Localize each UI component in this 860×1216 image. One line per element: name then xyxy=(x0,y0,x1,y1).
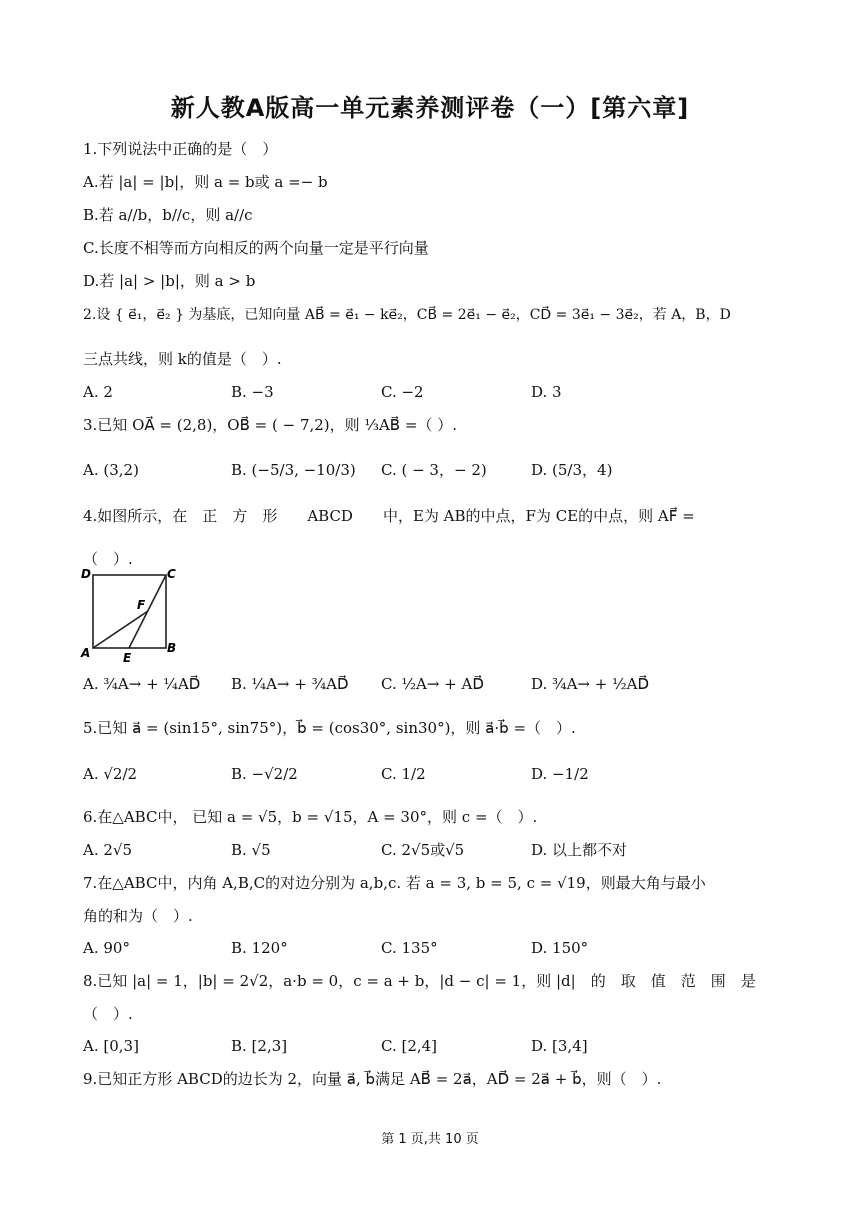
question-6-option-d: D. 以上都不对 xyxy=(531,841,628,859)
page-title: 新人教A版高一单元素养测评卷（一）[第六章] xyxy=(170,94,690,122)
segment-af xyxy=(93,611,148,648)
question-8-option-b: B. [2,3] xyxy=(231,1037,288,1055)
question-1-option-c: C.长度不相等而方向相反的两个向量一定是平行向量 xyxy=(83,239,429,257)
question-3-option-c: C. ( − 3，− 2) xyxy=(381,461,487,479)
question-1-option-d: D.若 |a| > |b|，则 a > b xyxy=(83,272,256,290)
question-4-option-c: C. ½A→ + AD⃗ xyxy=(381,675,484,693)
label-e: E xyxy=(123,651,132,665)
question-6-stem: 6.在△ABC中， 已知 a = √5，b = √15，A = 30°，则 c =（ ）. xyxy=(83,808,538,826)
question-7-option-d: D. 150° xyxy=(531,939,589,957)
question-3-options xyxy=(83,458,783,482)
question-1-option-b: B.若 a//b，b//c，则 a//c xyxy=(83,206,253,224)
question-5-option-c: C. 1/2 xyxy=(381,765,426,783)
question-2-stem-line2: 三点共线，则 k的值是（ ）. xyxy=(83,350,282,368)
question-3-option-a: A. (3,2) xyxy=(83,461,139,479)
question-4-stem-line2: （ ）. xyxy=(83,550,133,568)
question-6-option-b: B. √5 xyxy=(231,841,271,859)
label-f: F xyxy=(137,598,146,612)
question-5-option-a: A. √2/2 xyxy=(83,765,138,783)
question-4-option-a: A. ¾A→ + ¼AD⃗ xyxy=(83,675,201,693)
question-1-stem: 1.下列说法中正确的是（ ） xyxy=(83,140,278,158)
question-2-option-a: A. 2 xyxy=(83,383,113,401)
question-8-option-c: C. [2,4] xyxy=(381,1037,438,1055)
question-7-option-b: B. 120° xyxy=(231,939,288,957)
question-7-stem-line2: 角的和为（ ）. xyxy=(83,907,193,925)
question-3-stem: 3.已知 OA⃗ = (2,8)，OB⃗ = ( − 7,2)，则 ⅓AB⃗ =（ ）. xyxy=(83,416,457,434)
question-5-option-d: D. −1/2 xyxy=(531,765,589,783)
question-1-option-a: A.若 |a| = |b|，则 a = b或 a =− b xyxy=(83,173,328,191)
question-2-option-c: C. −2 xyxy=(381,383,424,401)
label-d: D xyxy=(81,567,91,581)
question-6-options xyxy=(83,838,783,862)
question-5-option-b: B. −√2/2 xyxy=(231,765,298,783)
question-8-stem-line2: （ ）. xyxy=(83,1005,133,1023)
question-6-option-c: C. 2√5或√5 xyxy=(381,841,465,859)
label-a: A xyxy=(81,646,91,660)
question-2-option-b: B. −3 xyxy=(231,383,274,401)
question-6-option-a: A. 2√5 xyxy=(83,841,133,859)
label-b: B xyxy=(167,641,177,655)
square-abcd-figure xyxy=(78,565,188,665)
question-4-option-d: D. ¾A→ + ½AD⃗ xyxy=(531,675,649,693)
question-7-stem-line1: 7.在△ABC中，内角 A,B,C的对边分别为 a,b,c. 若 a = 3, b = 5, c = √19，则最大角与最小 xyxy=(83,874,706,892)
question-8-options xyxy=(83,1034,783,1058)
label-c: C xyxy=(167,567,176,581)
question-3-option-d: D. (5/3，4) xyxy=(531,461,613,479)
question-5-stem: 5.已知 a⃗ = (sin15°, sin75°)，b⃗ = (cos30°, sin30°)，则 a⃗·b⃗ =（ ）. xyxy=(83,719,576,737)
question-4-option-b: B. ¼A→ + ¾AD⃗ xyxy=(231,675,349,693)
page-footer: 第 1 页,共 10 页 xyxy=(381,1132,479,1147)
question-8-option-d: D. [3,4] xyxy=(531,1037,588,1055)
segment-ec xyxy=(129,575,166,648)
question-2-options xyxy=(83,380,783,404)
question-8-option-a: A. [0,3] xyxy=(83,1037,139,1055)
question-2-stem-line1: 2.设 { e⃗₁，e⃗₂ } 为基底，已知向量 AB⃗ = e⃗₁ − ke⃗₂，CB⃗ = 2e⃗₁ − e⃗₂，CD⃗ = 3e⃗₁ − 3e⃗₂，若 A，B，D xyxy=(83,307,731,323)
question-8-stem-line1: 8.已知 |a| = 1，|b| = 2√2，a·b = 0，c = a + b，|d − c| = 1，则 |d| 的 取 值 范 围 是 xyxy=(83,972,756,990)
question-3-option-b: B. (−5/3, −10/3) xyxy=(231,461,356,479)
question-2-option-d: D. 3 xyxy=(531,383,562,401)
question-4-stem-line1: 4.如图所示，在 正 方 形 ABCD 中，E为 AB的中点，F为 CE的中点，则 AF⃗ = xyxy=(83,507,695,525)
question-4-options xyxy=(83,672,783,696)
question-7-option-c: C. 135° xyxy=(381,939,438,957)
square-outline xyxy=(93,575,166,648)
question-7-option-a: A. 90° xyxy=(83,939,130,957)
question-5-options xyxy=(83,762,783,786)
question-7-options xyxy=(83,936,783,960)
question-9-stem: 9.已知正方形 ABCD的边长为 2，向量 a⃗, b⃗满足 AB⃗ = 2a⃗，AD⃗ = 2a⃗ + b⃗，则（ ）. xyxy=(83,1070,662,1088)
